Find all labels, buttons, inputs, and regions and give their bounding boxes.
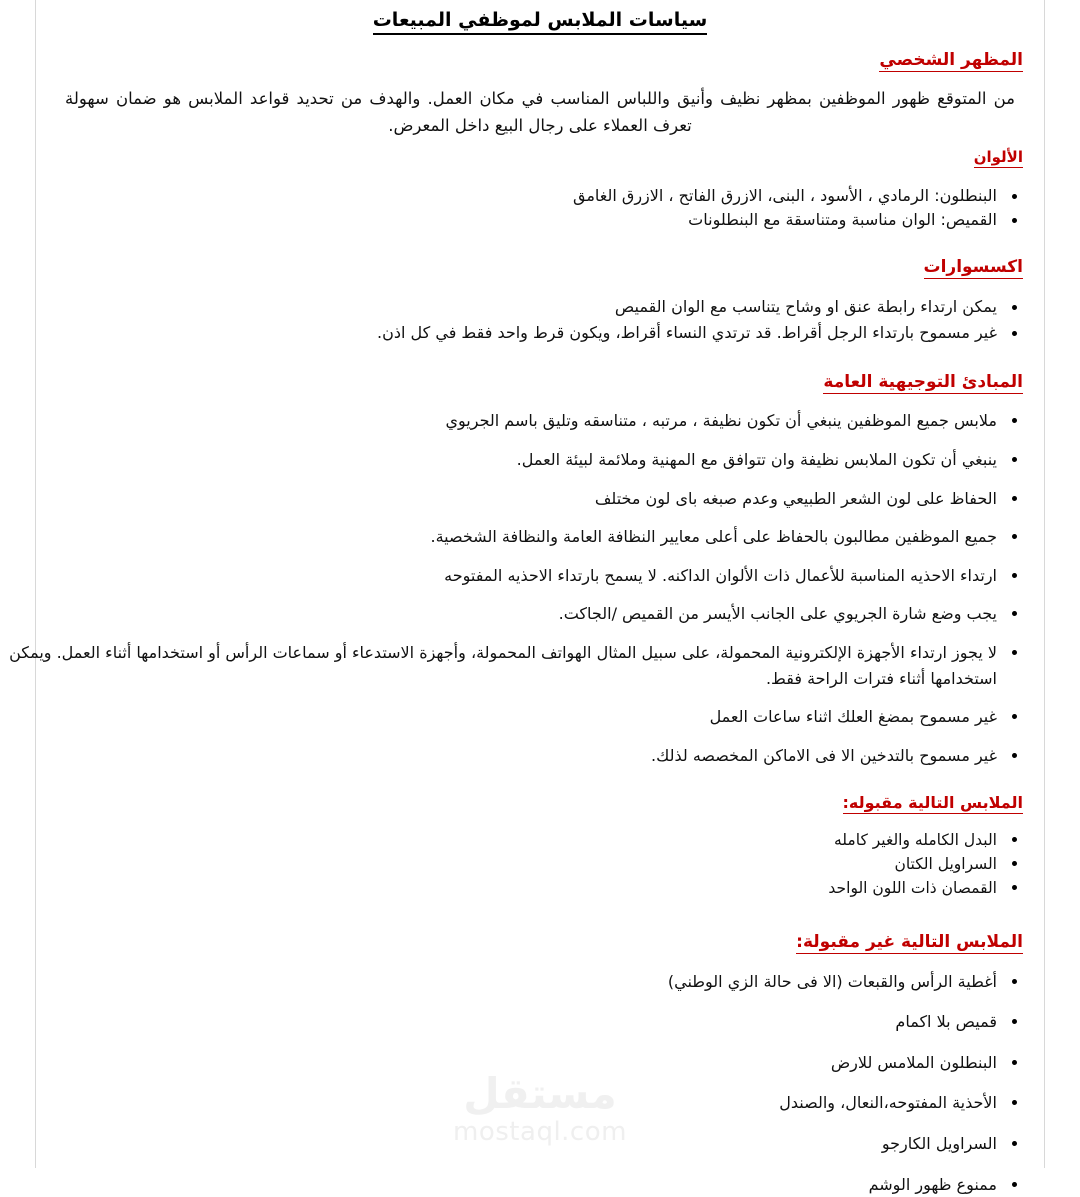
watermark-latin-text: mostaql.com [453, 1116, 627, 1147]
list-item: البنطلون: الرمادي ، الأسود ، البنى، الازرق الفاتح ، الازرق الغامق [57, 184, 1023, 209]
section-heading-personal-appearance [57, 48, 1023, 73]
section-heading-colors [57, 147, 1023, 169]
document-title-text: سياسات الملابس لموظفي المبيعات [373, 9, 708, 35]
acceptable-clothing-list [57, 828, 1023, 900]
document-title [57, 7, 1023, 34]
section-heading-unacceptable-clothing [57, 930, 1023, 955]
section-heading-accessories [57, 255, 1023, 280]
section-heading-colors-text: الألوان [973, 147, 1023, 166]
list-item: غير مسموح بمضغ العلك اثناء ساعات العمل [57, 704, 1023, 730]
list-item: السراويل الكتان [57, 852, 1023, 876]
unacceptable-clothing-list [57, 969, 1023, 1197]
section-heading-general-guidelines [57, 370, 1023, 395]
section-heading-general-guidelines-text: المبادئ التوجيهية العامة [823, 371, 1023, 392]
list-item: غير مسموح بارتداء الرجل أقراط. قد ترتدي النساء أقراط، ويكون قرط واحد فقط في كل اذن. [57, 320, 1023, 346]
list-item: ممنوع ظهور الوشم [57, 1172, 1023, 1197]
section-heading-personal-appearance-text: المظهر الشخصي [879, 49, 1023, 70]
list-item: غير مسموح بالتدخين الا فى الاماكن المخصصه لذلك. [57, 743, 1023, 769]
list-item: الحفاظ على لون الشعر الطبيعي وعدم صبغه باى لون مختلف [57, 486, 1023, 512]
list-item: البنطلون الملامس للارض [57, 1050, 1023, 1076]
list-item: الأحذية المفتوحه،النعال، والصندل [57, 1090, 1023, 1116]
section-heading-acceptable-clothing [57, 791, 1023, 814]
list-item: القميص: الوان مناسبة ومتناسقة مع البنطلونات [57, 208, 1023, 233]
personal-appearance-paragraph: من المتوقع ظهور الموظفين بمظهر نظيف وأنيق واللباس المناسب في مكان العمل. والهدف من تحديد قواعد الملابس هو ضمان سهولة تعرف العملاء على رجال البيع داخل المعرض. [65, 89, 1015, 136]
colors-list [57, 184, 1023, 234]
list-item: قميص بلا اكمام [57, 1009, 1023, 1035]
list-item: السراويل الكارجو [57, 1131, 1023, 1157]
list-item: ارتداء الاحذيه المناسبة للأعمال ذات الألوان الداكنه. لا يسمح بارتداء الاحذيه المفتوحه [57, 563, 1023, 589]
list-item: يمكن ارتداء رابطة عنق او وشاح يتناسب مع الوان القميص [57, 294, 1023, 320]
accessories-list [57, 294, 1023, 346]
section-heading-accessories-text: اكسسوارات [923, 257, 1023, 278]
list-item: أغطية الرأس والقبعات (الا فى حالة الزي الوطني) [57, 969, 1023, 995]
list-item: لا يجوز ارتداء الأجهزة الإلكترونية المحمولة، على سبيل المثال الهواتف المحمولة، وأجهزة الاستدعاء أو سماعات الرأس أو استخدامها أثناء العمل. ويمكن استخدامها أثناء فترات الراحة فقط. [0, 640, 1023, 691]
list-item: ينبغي أن تكون الملابس نظيفة وان تتوافق مع المهنية وملائمة لبيئة العمل. [57, 447, 1023, 473]
list-item: ملابس جميع الموظفين ينبغي أن تكون نظيفة ، مرتبه ، متناسقه وتليق باسم الجريوي [57, 408, 1023, 434]
list-item: البدل الكامله والغير كامله [57, 828, 1023, 852]
section-heading-acceptable-clothing-text: الملابس التالية مقبوله: [842, 793, 1023, 813]
list-item: جميع الموظفين مطالبون بالحفاظ على أعلى معايير النظافة العامة والنظافة الشخصية. [57, 524, 1023, 550]
watermark-arabic-text: مستقل [463, 1068, 617, 1118]
general-guidelines-list [9, 408, 1023, 768]
list-item: القمصان ذات اللون الواحد [57, 876, 1023, 900]
section-heading-unacceptable-clothing-text: الملابس التالية غير مقبولة: [796, 931, 1023, 952]
list-item: يجب وضع شارة الجريوي على الجانب الأيسر من القميص /الجاكت. [57, 601, 1023, 627]
